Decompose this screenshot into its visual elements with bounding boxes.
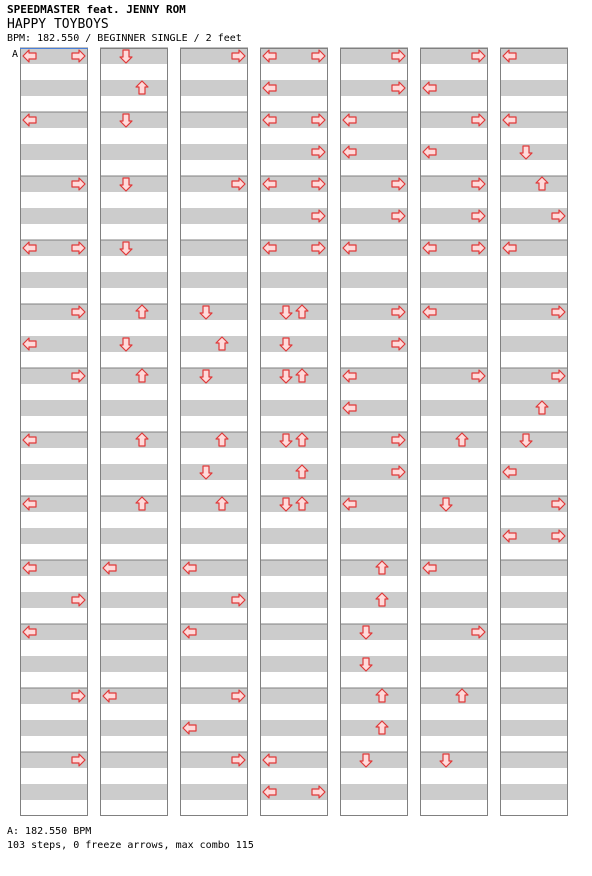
beat-stripe — [420, 336, 488, 352]
beat-stripe — [500, 752, 568, 768]
beat-stripe — [180, 784, 248, 800]
beat-stripe — [180, 432, 248, 448]
beat-stripe — [260, 304, 328, 320]
beat-stripe — [260, 496, 328, 512]
step-stats: 103 steps, 0 freeze arrows, max combo 115 — [7, 840, 254, 851]
beat-stripe — [500, 560, 568, 576]
beat-stripe — [420, 432, 488, 448]
beat-stripe — [340, 528, 408, 544]
beat-stripe — [260, 720, 328, 736]
beat-stripe — [180, 400, 248, 416]
beat-stripe — [180, 336, 248, 352]
beat-stripe — [340, 592, 408, 608]
beat-stripe — [340, 560, 408, 576]
chart-footer — [7, 825, 587, 853]
beat-stripe — [260, 656, 328, 672]
beat-stripe — [180, 464, 248, 480]
beat-stripe — [180, 304, 248, 320]
beat-stripe — [100, 272, 168, 288]
beat-stripe — [100, 336, 168, 352]
beat-stripe — [20, 528, 88, 544]
beat-stripe — [500, 688, 568, 704]
beat-stripe — [100, 656, 168, 672]
beat-stripe — [100, 720, 168, 736]
chart-column — [20, 48, 88, 816]
section-label: A — [12, 49, 19, 60]
beat-stripe — [20, 464, 88, 480]
beat-stripe — [20, 80, 88, 96]
beat-stripe — [100, 464, 168, 480]
beat-stripe — [260, 688, 328, 704]
beat-stripe — [100, 48, 168, 64]
beat-stripe — [340, 720, 408, 736]
beat-stripe — [20, 720, 88, 736]
beat-stripe — [260, 592, 328, 608]
beat-stripe — [100, 368, 168, 384]
beat-stripe — [20, 144, 88, 160]
beat-stripe — [500, 784, 568, 800]
beat-stripe — [180, 112, 248, 128]
beat-stripe — [100, 144, 168, 160]
song-artist: SPEEDMASTER feat. JENNY ROM — [7, 3, 186, 16]
beat-stripe — [20, 656, 88, 672]
beat-stripe — [420, 272, 488, 288]
chart-column — [260, 48, 328, 816]
beat-stripe — [20, 208, 88, 224]
chart-info: BPM: 182.550 / BEGINNER SINGLE / 2 feet — [7, 33, 242, 44]
song-title: HAPPY TOYBOYS — [7, 17, 109, 32]
beat-stripe — [20, 272, 88, 288]
beat-stripe — [500, 336, 568, 352]
beat-stripe — [180, 496, 248, 512]
chart-column — [340, 48, 408, 816]
beat-stripe — [500, 144, 568, 160]
beat-stripe — [180, 240, 248, 256]
beat-stripe — [100, 176, 168, 192]
beat-stripe — [100, 240, 168, 256]
beat-stripe — [100, 496, 168, 512]
chart-column — [180, 48, 248, 816]
beat-stripe — [340, 752, 408, 768]
chart-column — [100, 48, 168, 816]
beat-stripe — [180, 144, 248, 160]
beat-stripe — [420, 400, 488, 416]
beat-stripe — [260, 560, 328, 576]
beat-stripe — [100, 400, 168, 416]
beat-stripe — [500, 400, 568, 416]
beat-stripe — [420, 656, 488, 672]
beat-stripe — [340, 688, 408, 704]
beat-stripe — [420, 496, 488, 512]
beat-stripe — [260, 336, 328, 352]
beat-stripe — [420, 592, 488, 608]
beat-stripe — [180, 80, 248, 96]
beat-stripe — [500, 720, 568, 736]
beat-stripe — [260, 368, 328, 384]
beat-stripe — [420, 528, 488, 544]
beat-stripe — [500, 656, 568, 672]
beat-stripe — [500, 176, 568, 192]
beat-stripe — [100, 752, 168, 768]
beat-stripe — [100, 112, 168, 128]
beat-stripe — [260, 432, 328, 448]
beat-stripe — [100, 432, 168, 448]
bpm-summary: A: 182.550 BPM — [7, 826, 92, 837]
beat-stripe — [100, 624, 168, 640]
beat-stripe — [100, 784, 168, 800]
beat-stripe — [340, 656, 408, 672]
beat-stripe — [500, 432, 568, 448]
chart-column — [420, 48, 488, 816]
beat-stripe — [420, 464, 488, 480]
beat-stripe — [100, 592, 168, 608]
beat-stripe — [340, 784, 408, 800]
beat-stripe — [100, 208, 168, 224]
beat-stripe — [420, 784, 488, 800]
beat-stripe — [260, 528, 328, 544]
beat-stripe — [100, 304, 168, 320]
beat-stripe — [180, 528, 248, 544]
beat-stripe — [20, 784, 88, 800]
beat-stripe — [420, 720, 488, 736]
beat-stripe — [500, 272, 568, 288]
chart-column — [500, 48, 568, 816]
beat-stripe — [420, 688, 488, 704]
beat-stripe — [500, 624, 568, 640]
beat-stripe — [420, 752, 488, 768]
beat-stripe — [180, 208, 248, 224]
beat-stripe — [180, 656, 248, 672]
beat-stripe — [260, 272, 328, 288]
beat-stripe — [340, 624, 408, 640]
beat-stripe — [260, 624, 328, 640]
beat-stripe — [100, 80, 168, 96]
beat-stripe — [180, 272, 248, 288]
beat-stripe — [100, 528, 168, 544]
beat-stripe — [260, 400, 328, 416]
beat-stripe — [500, 592, 568, 608]
beat-stripe — [260, 464, 328, 480]
beat-stripe — [340, 272, 408, 288]
beat-stripe — [500, 80, 568, 96]
beat-stripe — [20, 400, 88, 416]
beat-stripe — [180, 368, 248, 384]
